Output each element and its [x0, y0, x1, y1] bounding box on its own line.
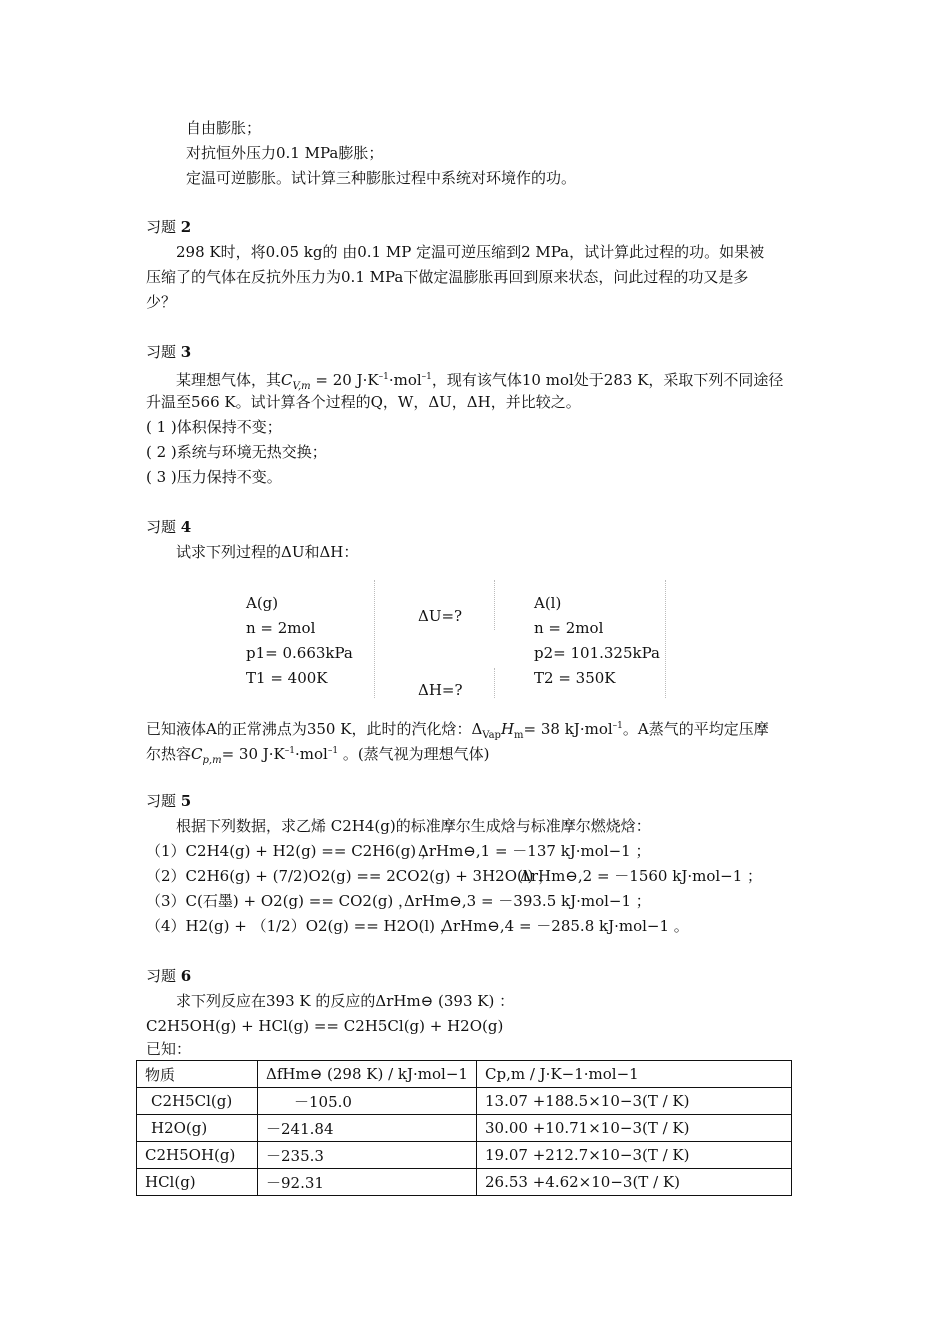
problem-6-known: 已知： [146, 1040, 192, 1058]
table-cell: 30.00 +10.71×10−3(T / K) [477, 1115, 792, 1142]
problem-6-heading: 习题 6 [146, 967, 192, 985]
problem-4-known: 已知液体A的正常沸点为350 K，此时的汽化焓：$\Delta_{Vap}H_m= 38$ kJ·mol$^{-1}$。A蒸气的平均定压摩 [146, 720, 769, 741]
initial-state-line: n = 2mol [246, 619, 316, 637]
intro-item-3: 定温可逆膨胀。试计算三种膨胀过程中系统对环境作的功。 [186, 169, 577, 187]
initial-state-line: T1 = 400K [246, 669, 328, 687]
delta-h-label: ΔH=? [418, 681, 463, 699]
problem-3-item: ( 3 )压力保持不变。 [146, 468, 282, 486]
table-cell: 13.07 +188.5×10−3(T / K) [477, 1088, 792, 1115]
table-header: Cp,m / J·K−1·mol−1 [477, 1061, 792, 1088]
table-header: ΔfHm⊖ (298 K) / kJ·mol−1 [258, 1061, 477, 1088]
problem-4-known: 尔热容$C_{p,m}= 30$ $J\cdot K^{-1}\cdot mol^{-1}$ 。(蒸气视为理想气体) [146, 745, 490, 766]
table-cell: C2H5Cl(g) [137, 1088, 258, 1115]
problem-3-item: ( 1 )体积保持不变； [146, 418, 282, 436]
table-cell: －235.3 [258, 1142, 477, 1169]
problem-3-heading: 习题 3 [146, 343, 192, 361]
reaction-equation: （4）H2(g) + （1/2）O2(g) == H2O(l) ， [146, 917, 455, 935]
final-state-line: p2= 101.325kPa [534, 644, 660, 662]
table-cell: 19.07 +212.7×10−3(T / K) [477, 1142, 792, 1169]
diagram-divider [665, 580, 666, 698]
final-state-line: A(l) [534, 594, 562, 612]
initial-state-line: A(g) [246, 594, 279, 612]
problem-5-heading: 习题 5 [146, 792, 192, 810]
reaction-enthalpy: ΔrHm⊖,2 = －1560 kJ·mol−1 ； [520, 867, 763, 885]
reaction-enthalpy: ΔrHm⊖,3 = －393.5 kJ·mol−1 ； [404, 892, 651, 910]
data-table [136, 1060, 792, 1196]
table-cell: －105.0 [258, 1088, 477, 1115]
reaction-enthalpy: ΔrHm⊖,1 = －137 kJ·mol−1 ； [418, 842, 651, 860]
final-state-line: T2 = 350K [534, 669, 616, 687]
table-row [137, 1115, 792, 1142]
problem-3-item: ( 2 )系统与环境无热交换； [146, 443, 327, 461]
table-row [137, 1169, 792, 1196]
diagram-divider [494, 580, 495, 630]
reaction-equation: （2）C2H6(g) + (7/2)O2(g) == 2CO2(g) + 3H2O(l) ， [146, 867, 554, 885]
intro-item-1: 自由膨胀； [186, 119, 262, 137]
reaction-equation: （1）C2H4(g) + H2(g) == C2H6(g) ， [146, 842, 436, 860]
table-cell: HCl(g) [137, 1169, 258, 1196]
delta-u-label: ΔU=? [418, 607, 463, 625]
problem-5-intro: 根据下列数据，求乙烯 C2H4(g)的标准摩尔生成焓与标准摩尔燃烧焓： [176, 817, 651, 835]
problem-4-intro: 试求下列过程的ΔU和ΔH： [176, 543, 359, 561]
problem-3-line: 某理想气体，其$C_{V,m} = 20$ $J\cdot K^{-1}\cdot mol^{-1}$，现有该气体10 mol处于283 K，采取下列不同途径 [176, 371, 784, 392]
table-row [137, 1142, 792, 1169]
problem-2-line: 298 K时，将0.05 kg的 由0.1 MP 定温可逆压缩到2 MPa，试计算此过程的功。如果被 [176, 243, 765, 261]
reaction-equation: （3）C(石墨) + O2(g) == CO2(g) ， [146, 892, 414, 910]
diagram-divider [494, 668, 495, 698]
problem-2-line: 少？ [146, 293, 177, 311]
initial-state-line: p1= 0.663kPa [246, 644, 353, 662]
table-cell: C2H5OH(g) [137, 1142, 258, 1169]
problem-3-line: 升温至566 K。试计算各个过程的Q，W，ΔU，ΔH，并比较之。 [146, 393, 581, 411]
table-header: 物质 [137, 1061, 258, 1088]
problem-6-reaction: C2H5OH(g) + HCl(g) == C2H5Cl(g) + H2O(g) [146, 1017, 504, 1035]
problem-2-heading: 习题 2 [146, 218, 192, 236]
problem-6-intro: 求下列反应在393 K 的反应的ΔrHm⊖ (393 K) ： [176, 992, 515, 1010]
table-cell: －241.84 [258, 1115, 477, 1142]
table-cell: 26.53 +4.62×10−3(T / K) [477, 1169, 792, 1196]
table-cell: H2O(g) [137, 1115, 258, 1142]
final-state-line: n = 2mol [534, 619, 604, 637]
intro-item-2: 对抗恒外压力0.1 MPa膨胀； [186, 144, 384, 162]
table-row [137, 1088, 792, 1115]
problem-4-heading: 习题 4 [146, 518, 192, 536]
diagram-divider [374, 580, 375, 698]
table-header-row [137, 1061, 792, 1088]
problem-2-line: 压缩了的气体在反抗外压力为0.1 MPa下做定温膨胀再回到原来状态，问此过程的功又是多 [146, 268, 749, 286]
table-cell: －92.31 [258, 1169, 477, 1196]
reaction-enthalpy: ΔrHm⊖,4 = －285.8 kJ·mol−1 。 [442, 917, 689, 935]
